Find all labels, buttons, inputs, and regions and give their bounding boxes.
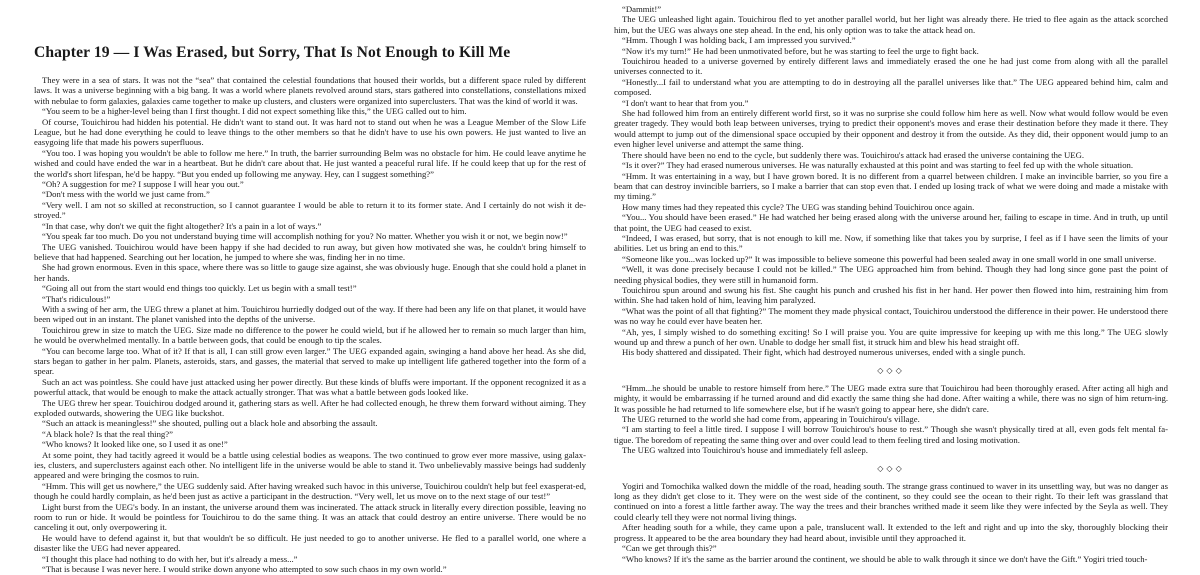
right-body-part-3 <box>614 481 1168 564</box>
paragraph: Light burst from the UEG's body. In an instant, the universe around them was incinerated. The attack struck in literally every direction possible, leaving no room to run or hide. It would be pointless for Touichirou to do the same thing. It was an attack that could destroy an entire universe. There would be no canceling it out, only overpowering it. <box>34 501 586 533</box>
paragraph: Touichirou spun around and swung his fist. She caught his punch and crushed his fist in her hand. Her power then flowed into him, restraining him from within. She had taken hold of him, leaving him paralyzed. <box>614 284 1168 306</box>
paragraph: “Ah, yes, I simply wished to do something exciting! So I will praise you. You are quite impressive for keeping up with me this long.” The UEG slowly wound up and threw a punch of her own. Unable to dodge her small fist, it struck him and blew his head straight off. <box>614 326 1168 347</box>
paragraph: The UEG waltzed into Touichirou's house and immediately fell asleep. <box>622 445 868 456</box>
paragraph: “That is because I was never here. I would strike down anyone who attempted to sow such chaos in my own world.” <box>42 564 447 575</box>
paragraph: “You... You should have been erased.” He had watched her being erased along with the universe around her, failing to escape in time. And in truth, up until that point, the UEG had ceased to exist. <box>614 212 1168 233</box>
paragraph: “Hmm. Though I was holding back, I am impressed you survived.” <box>622 35 856 46</box>
right-body-part-1 <box>614 4 1168 358</box>
paragraph: His body shattered and dissipated. Their fight, which had destroyed numerous universes, ended with a single punch. <box>622 347 1026 358</box>
left-column <box>34 0 586 575</box>
paragraph: There should have been no end to the cycle, but suddenly there was. Touichirou's attack had erased the universe containing the UEG. <box>622 149 1085 160</box>
paragraph: “Oh? A suggestion for me? I suppose I will hear you out.” <box>42 179 244 190</box>
paragraph: “You speak far too much. Do you not understand buying time will accomplish nothing for you? No matter. Whether you wish it or not, we begin now!” <box>42 231 568 242</box>
paragraph: “Can we get through this?” <box>622 543 717 554</box>
paragraph: “I am starting to feel a little tired. I suppose I will borrow Touichirou's house to rest.” Though she wasn't physically tired at all, even gods felt mental fa-tigue. The boredom of repeating the same thing over and over could lead to them feeling tired and losing motivation. <box>614 424 1168 445</box>
paragraph: Touichirou headed to a universe governed by entirely different laws and immediately erased the one he had just come from along with all the parallel universes connected to it. <box>614 56 1168 77</box>
paragraph: “You seem to be a higher-level being than I first thought. I did not expect something like this,” the UEG called out to him. <box>42 106 467 117</box>
paragraph: With a swing of her arm, the UEG threw a planet at him. Touichirou hurriedly dodged out of the way. If there had been any life on that planet, it would have been wiped out in an instant. The planet vanished into the depths of the universe. <box>34 303 586 325</box>
paragraph: “Honestly...I fail to understand what you are attempting to do in destroying all the parallel universes like that.” The UEG appeared behind him, calm and composed. <box>614 76 1168 98</box>
paragraph: The UEG unleashed light again. Touichirou fled to yet another parallel world, but her light was already there. He tried to flee again as the attack scorched him, but the UEG was always one step ahead. In the end, his only option was to take the attack head on. <box>614 14 1168 35</box>
scene-separator: ◇◇◇ <box>877 463 905 473</box>
paragraph: “Hmm. It was entertaining in a way, but I have grown bored. It is no different from a quarrel between children. I make an invincible barrier, so you fire a beam that can destroy invincible barriers, so I make a barrier that can stop even that. I ended up losing track of what we were doing and made a mistake with my timing.” <box>614 170 1168 202</box>
paragraph: “Such an attack is meaningless!” she shouted, pulling out a black hole and absorbing the assault. <box>42 418 378 429</box>
paragraph: At some point, they had tacitly agreed it would be a battle using celestial bodies as weapons. The two continued to grow ever more massive, using galax-ies, clusters, and superclusters against each other. No intelligent life in the universe would be able to stand it. Two unbelievably massive beings had suddenly appeared and were bringing the cosmos to ruin. <box>34 449 586 481</box>
paragraph: “Very well. I am not so skilled at reconstruction, so I cannot guarantee I would be able to return it to its former state. And I certainly do not wish it de-stroyed.” <box>34 199 586 221</box>
paragraph: “Who knows? If it's the same as the barrier around the continent, we should be able to walk through it since we don't have the Gift.” Yogiri tried touch- <box>622 553 1148 564</box>
paragraph: How many times had they repeated this cycle? The UEG was standing behind Touichirou once again. <box>622 201 975 212</box>
paragraph: He would have to defend against it, but that wouldn't be so difficult. He just needed to go to another universe. He fled to a parallel world, one where a disaster like the UEG had never appeared. <box>34 532 586 554</box>
paragraph: They were in a sea of stars. It was not the “sea” that contained the celestial foundations that housed their worlds, but a different space ruled by different laws. It was a universe beginning with a big bang. It was a world where planets revolved around stars, stars gathered into constellations, constellations mixed with nebulae to form galaxies, galaxies came together to make up clusters, and clusters were organized into superclusters. That was the kind of world it was. <box>34 75 586 106</box>
paragraph: “That's ridiculous!” <box>42 293 111 304</box>
left-body <box>34 75 586 575</box>
paragraph: “Is it over?” They had erased numerous universes. He was naturally exhausted at this point and was starting to feel fed up with the whole situation. <box>622 160 1134 171</box>
paragraph: “I thought this place had nothing to do with her, but it's already a mess...” <box>42 553 298 564</box>
paragraph: Such an act was pointless. She could have just attacked using her power directly. But these kinds of bluffs were important. If the opponent recognized it as a powerful attack, that would be enough to make the attack actually stronger. That was what a battle between gods looked like. <box>34 376 586 398</box>
right-body-part-2 <box>614 383 1168 456</box>
paragraph: “Hmm...he should be unable to restore himself from here.” The UEG made extra sure that Touichirou had been thoroughly erased. After acting all high and mighty, it would be embarrassing if he turned around and did exactly the same thing she had done. After waiting a while, there was no sign of him return-ing. It was possible he had returned to life somewhere else, but if he wasn't going to appear here, she didn't care. <box>614 382 1168 414</box>
paragraph: “Dammit!” <box>622 4 662 14</box>
chapter-title: Chapter 19 — I Was Erased, but Sorry, That Is Not Enough to Kill Me <box>34 44 511 61</box>
paragraph: She had grown enormous. Even in this space, where there was so little to gauge size against, she was obviously huge. Enough that she could hold a planet in her hands. <box>34 262 586 283</box>
paragraph: “Well, it was done precisely because I could not be killed.” The UEG approached him from behind. Though they had long since gone past the point of needing physical bodies, they were still in humanoid form. <box>614 264 1168 285</box>
paragraph: “Who knows? It looked like one, so I used it as one!” <box>42 439 228 450</box>
paragraph: The UEG returned to the world she had come from, appearing in Touichirou's village. <box>622 414 920 425</box>
paragraph: “You can become large too. What of it? If that is all, I can still grow even larger.” The UEG expanded again, swinging a hand above her head. As she did, stars began to gather in her palm. Planets, asteroids, stars, and gasses, the material that served to make up intelligent life gathered together into the form of a spear. <box>34 345 586 377</box>
right-column <box>614 4 1168 564</box>
paragraph: “Now it's my turn!” He had been unmotivated before, but he was starting to feel the urge to fight back. <box>622 45 979 56</box>
paragraph: The UEG vanished. Touichirou would have been happy if she had decided to run away, but given how motivated she was, he couldn't bring himself to believe that had happened. Searching out her location, he jumped to where she was, finding her in no time. <box>34 241 586 262</box>
paragraph: “Don't mess with the world we just came from.” <box>42 189 210 200</box>
paragraph: The UEG threw her spear. Touichirou dodged around it, gathering stars as well. After he had collected enough, he threw them forward without aiming. They exploded outwards, showering the UEG like buckshot. <box>34 397 586 418</box>
paragraph: “You too. I was hoping you wouldn't be able to follow me here.” In truth, the barrier surrounding Belm was no obstacle for him. He could leave anytime he wished and could have ended the war in a heartbeat. But he didn't care about that. He just wanted a peaceful rural life. If he could keep that up for the rest of the world's short lifespan, he'd be happy. “But you ended up following me anyway. Hey, can I suggest something?” <box>34 147 586 179</box>
paragraph: Touichirou grew in size to match the UEG. Size made no difference to the power he could wield, but if he allowed her to remain so much larger than him, he would be overwhelmed mentally. In a battle between gods, that could be enough to tip the scales. <box>34 324 586 346</box>
paragraph: “I don't want to hear that from you.” <box>622 97 749 108</box>
scene-separator: ◇◇◇ <box>877 365 905 375</box>
paragraph: “Indeed, I was erased, but sorry, that is not enough to kill me. Now, if something like that takes you by surprise, I feel as if I have seen the limits of your abilities. Let us bring an end to this.” <box>614 232 1168 254</box>
paragraph: “In that case, why don't we quit the fight altogether? It's a pain in a lot of ways.” <box>42 220 322 231</box>
paragraph: After heading south for a while, they came upon a pale, translucent wall. It extended to the left and right and up into the sky, thoroughly blocking their progress. It appeared to be the area boundary they had heard about, invisible until they approached it. <box>614 522 1168 543</box>
paragraph: Yogiri and Tomochika walked down the middle of the road, heading south. The strange grass continued to waver in its unsettling way, but was no danger as long as they didn't get close to it. They were on the west side of the continent, so they could see the ocean to their right. To their left was grassland that continued on into a forest a little farther away. The way the trees and their branches writhed made it seem like they were infected by the Seyla as well. They could clearly tell they were not normal living things. <box>614 480 1168 522</box>
paragraph: “A black hole? Is that the real thing?” <box>42 428 173 439</box>
paragraph: She had followed him from an entirely different world first, so it was no surprise she could follow him here as well. Now what would follow would be even greater tragedy. They would both leap between universes, trying to predict their opponent's moves and erase their destination before they made it there. They would attempt to jump out of the dimensional space occupied by their opponent and destroy it from the outside. As they did, their opponent would jump to an even higher level universe and attempt the same thing. <box>614 108 1168 150</box>
paragraph: “What was the point of all that fighting?” The moment they made physical contact, Touichirou understood the difference in their power. He understood there was no way he could ever have beaten her. <box>614 305 1168 327</box>
paragraph: “Someone like you...was locked up?” It was impossible to believe someone this powerful had been sealed away in one small world in one small universe. <box>622 253 1157 264</box>
paragraph: “Going all out from the start would end things too quickly. Let us begin with a small test!” <box>42 283 357 294</box>
paragraph: Of course, Touichirou had hidden his potential. He didn't want to stand out. It was hard not to stand out when he was a League Member of the Slow Life League, but he had done everything he could to leave things to the other members so that he didn't have to use his own powers. He just wanted to live an easygoing life that made his powers superfluous. <box>34 116 586 148</box>
paragraph: “Hmm. This will get us nowhere,” the UEG suddenly said. After having wreaked such havoc in this universe, Touichirou couldn't help but feel exasperat-ed, though he could hardly complain, as he'd been just as active a participant in the destruction. “Very well, let us move on to the next stage of our test!” <box>34 480 586 502</box>
